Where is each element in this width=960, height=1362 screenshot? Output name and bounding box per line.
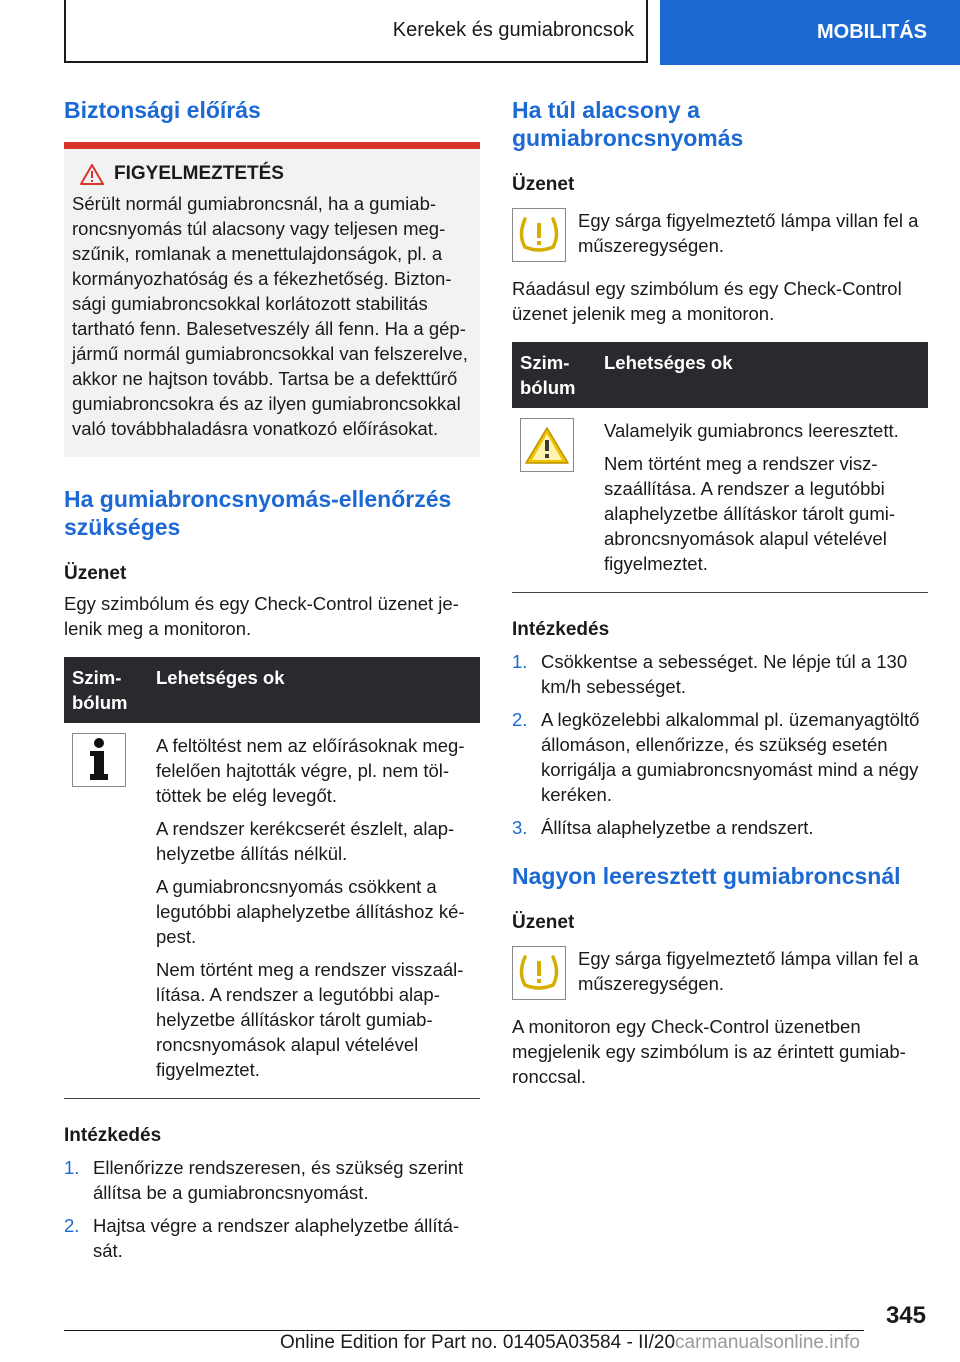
reasons-table — [512, 342, 928, 593]
tire-pressure-warning-icon — [516, 215, 562, 255]
list-item: 2. A legközelebbi alkalommal pl. üzemanyagtöltő állomáson, ellenőrizze, és szükség esetén korrigálja a gumiabroncsnyomást mind a négy keréken. — [512, 709, 920, 805]
warning-triangle-icon — [80, 164, 104, 185]
heading-too-low: Ha túl alacsony a gumiabroncsnyomás — [512, 97, 744, 151]
action-steps — [512, 649, 928, 840]
list-item: 1. Csökkentse a sebességet. Ne lépje túl a 130 km/h sebességet. — [512, 651, 908, 697]
page-number: 345 — [885, 1302, 926, 1329]
lamp-message — [512, 208, 928, 262]
reason-1: A feltöltést nem az előírásoknak megfelelően hajtották végre, pl. nem töltöttek be elég levegőt. — [156, 735, 465, 806]
lamp-message — [512, 946, 928, 1000]
table-divider — [512, 592, 928, 593]
right-column — [512, 96, 928, 1089]
list-item: 3. Állítsa alaphelyzetbe a rendszert. — [512, 817, 814, 838]
tire-pressure-warning-icon — [516, 953, 562, 993]
page-header — [0, 0, 960, 66]
heading-check-needed: Ha gumiabroncsnyomás-ellenőrzés szükséges — [64, 486, 452, 540]
warning-text: Sérült normál gumiabroncsnál, ha a gumiabroncsnyomás túl alacsony vagy teljesen megszűnik, romlanak a menettulajdonságok, pl. a kormányozhatóság és a fékezhetőség. Biztonsági gumiabroncsokkal korlátozott stabilitás tartható fenn. Balesetveszély áll fenn. Ha a gépjármű normál gumiabroncsokkal van felszerelve, akkor ne hajtson tovább. Tartsa be a defekttűrő gumiabroncsokra és az ilyen gumiabroncsokkal való továbbhaladásra vonatkozó előírásokat. — [72, 193, 468, 439]
warning-box — [64, 142, 480, 457]
table-row — [512, 408, 928, 586]
extra-text: Ráadásul egy szimbólum és egy Check-Control üzenet jelenik meg a monitoron. — [512, 278, 902, 324]
section-title: Kerekek és gumiabroncsok — [64, 0, 648, 63]
watermark: carmanualsonline.info — [675, 1332, 860, 1353]
table-header — [64, 657, 480, 723]
table-header — [512, 342, 928, 408]
reason-2: A rendszer kerékcserét észlelt, alaphelyzetbe állítás nélkül. — [156, 818, 455, 864]
reasons-table — [64, 657, 480, 1099]
action-label: Intézkedés — [512, 619, 610, 640]
heading-flat-tire: Nagyon leeresztett gumiabroncsnál — [512, 863, 901, 889]
message-text: Egy szimbólum és egy Check-Control üzenet jelenik meg a monitoron. — [64, 593, 459, 639]
col-symbol: Szimbólum — [72, 667, 128, 713]
edition-info: Online Edition for Part no. 01405A03584 - II/20carmanualsonline.info — [280, 1332, 860, 1353]
message-label: Üzenet — [512, 912, 575, 933]
yellow-warning-triangle-icon — [524, 425, 570, 465]
lamp-text: Egy sárga figyelmeztető lámpa villan fel a műszeregységen. — [578, 210, 919, 256]
message-label: Üzenet — [512, 174, 575, 195]
left-column — [64, 96, 480, 1271]
reason-1: Valamelyik gumiabroncs leeresztett. — [604, 420, 899, 441]
message-label: Üzenet — [64, 563, 127, 584]
action-steps — [64, 1155, 480, 1263]
list-item: 2. Hajtsa végre a rendszer alaphelyzetbe állítását. — [64, 1215, 460, 1261]
col-reason: Lehetséges ok — [156, 667, 285, 688]
table-divider — [64, 1098, 480, 1099]
warning-bar — [64, 142, 480, 149]
footer-divider — [64, 1330, 864, 1331]
table-row — [64, 723, 480, 1092]
reason-3: A gumiabroncsnyomás csökkent a legutóbbi alaphelyzetbe állításhoz képest. — [156, 876, 465, 947]
list-item: 1. Ellenőrizze rendszeresen, és szükség szerint állítsa be a gumiabroncsnyomást. — [64, 1157, 464, 1203]
warning-title: FIGYELMEZTETÉS — [114, 163, 284, 184]
flat-text: A monitoron egy Check-Control üzenetben megjelenik egy szimbólum is az érintett gumiabronccsal. — [512, 1016, 906, 1087]
reason-4: Nem történt meg a rendszer visszaállítása. A rendszer a legutóbbi alaphelyzetbe állításkor tárolt gumiabroncsnyomások alapul vételével figyelmeztet. — [156, 959, 464, 1080]
reason-2: Nem történt meg a rendszer viszszaállítása. A rendszer a legutóbbi alaphelyzetbe állításkor tárolt gumiabroncsnyomások alapul vételével figyelmeztet. — [604, 453, 896, 574]
info-icon — [86, 738, 112, 782]
action-label: Intézkedés — [64, 1125, 162, 1146]
lamp-text: Egy sárga figyelmeztető lámpa villan fel a műszeregységen. — [578, 948, 919, 994]
chapter-tab[interactable]: MOBILITÁS — [660, 0, 960, 65]
col-symbol: Szimbólum — [520, 352, 576, 398]
heading-safety: Biztonsági előírás — [64, 97, 261, 123]
col-reason: Lehetséges ok — [604, 352, 733, 373]
